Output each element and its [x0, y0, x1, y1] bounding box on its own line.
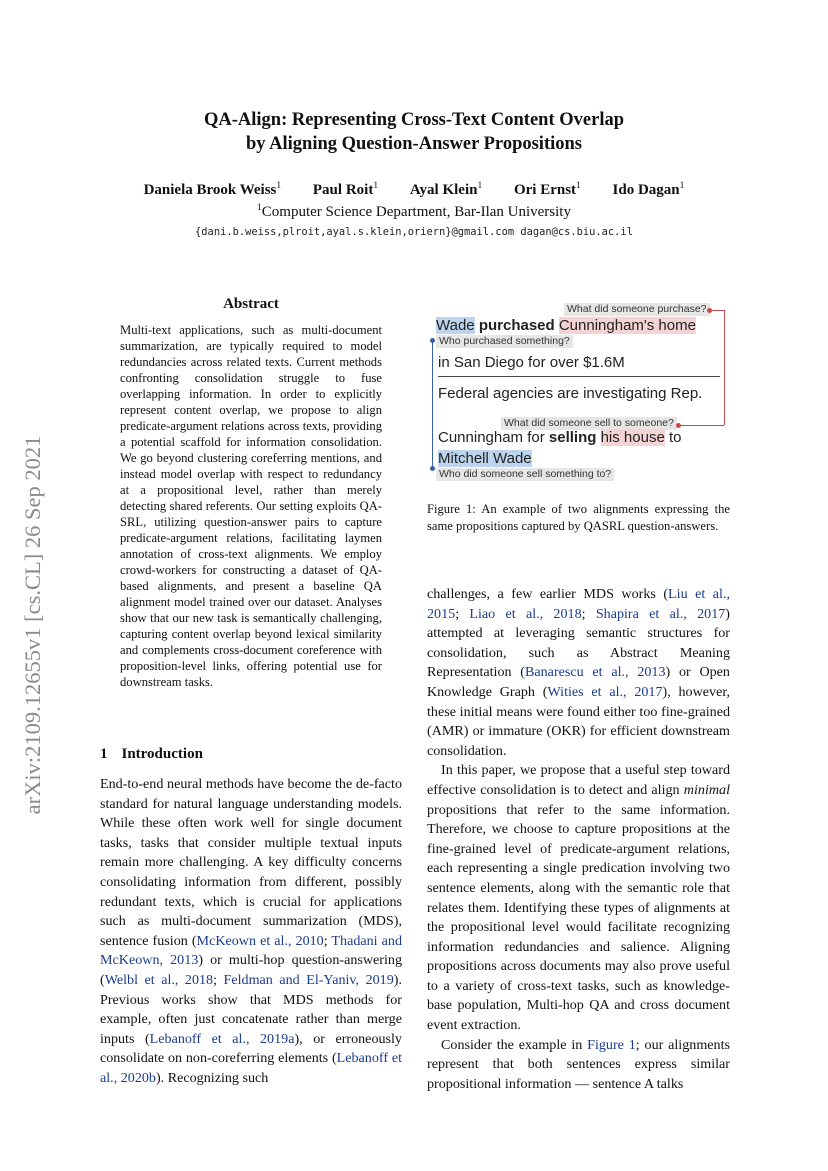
- intro-left-column: [100, 775, 402, 1089]
- sentence-b-line-1: Federal agencies are investigating Rep.: [438, 385, 703, 402]
- alignment-link: [724, 310, 725, 425]
- qa-question-label: What did someone sell to someone?: [501, 417, 677, 430]
- paragraph: Consider the example in Figure 1; our alignments represent that both sentences express similar propositional information — sentence A talks: [427, 1036, 730, 1092]
- qa-question-label: What did someone purchase?: [564, 303, 710, 316]
- paper-title: [0, 108, 828, 156]
- section-heading: 1 Introduction: [100, 746, 203, 762]
- citation-link[interactable]: Shapira et al., 2017: [595, 605, 726, 622]
- alignment-endpoint: [430, 466, 435, 471]
- figure-1: [430, 300, 730, 490]
- title-line-2: by Aligning Question-Answer Propositions: [246, 134, 582, 154]
- alignment-endpoint: [676, 423, 681, 428]
- title-line-1: QA-Align: Representing Cross-Text Content Overlap: [203, 110, 624, 130]
- figure-caption: Figure 1: An example of two alignments expressing the same propositions captured by QASRL question-answers.: [427, 502, 730, 533]
- alignment-link: [680, 425, 724, 426]
- predicate-span: purchased: [478, 317, 555, 334]
- sentence-b-line-2: Cunningham for selling his house to: [438, 429, 682, 446]
- author: Ori Ernst$^1$: [513, 181, 581, 198]
- paragraph: challenges, a few earlier MDS works (Liu et al., 2015; Liao et al., 2018; Shapira et al., 2017) attempted at leveraging semantic structures for consolidation, such as Abstract Meaning Representation (Banarescu et al., 2013) or Open Knowledge Graph (Wities et al., 2017), however, these initial means were found either too fine-grained (AMR) or immature (OKR) for efficient downstream consolidation.: [427, 586, 730, 759]
- citation-link[interactable]: Wities et al., 2017: [547, 683, 663, 700]
- predicate-span: selling: [548, 429, 597, 446]
- argument-span: Mitchell Wade: [438, 450, 532, 467]
- alignment-link: [709, 310, 724, 311]
- citation-link[interactable]: Feldman and El-Yaniv, 2019: [223, 971, 394, 988]
- citation-link[interactable]: Welbl et al., 2018: [104, 971, 214, 988]
- sentence-b-line-3: [438, 450, 532, 467]
- sentence-divider: [438, 376, 720, 377]
- affiliation: $^1$Computer Science Department, Bar-Ilan University: [257, 203, 571, 220]
- abstract-text: Multi-text applications, such as multi-document summarization, are typically required to model redundancies across related texts. Current methods confronting consolidation struggle to fuse overlapping information. In order to explicitly represent content overlap, we propose to align predicate-argument relations across texts, providing a potential scaffold for information consolidation. We go beyond clustering coreferring mentions, and instead model overlap with respect to redundancy at a propositional level, rather than merely detecting shared referents. Our setting exploits QA-SRL, utilizing question-answer pairs to capture predicate-argument relations, facilitating laymen annotation of cross-text alignments. We employ crowd-workers for constructing a dataset of QA-based alignments, and present a baseline QA alignment model trained over our dataset. Analyses show that our new task is semantically challenging, capturing content overlap beyond lexical similarity and complements cross-document coreference with proposition-level links, offering potential use for downstream tasks.: [120, 323, 382, 689]
- sentence-a-line-1: [436, 317, 696, 334]
- abstract-heading: Abstract: [223, 296, 279, 312]
- argument-span: Cunningham's home: [558, 317, 696, 334]
- arxiv-stamp: arXiv:2109.12655v1 [cs.CL] 26 Sep 2021: [20, 435, 45, 815]
- author-emails: {dani.b.weiss,plroit,ayal.s.klein,oriern}@gmail.com dagan@cs.biu.ac.il: [195, 226, 633, 238]
- author: Paul Roit$^1$: [312, 181, 379, 198]
- alignment-link: [432, 340, 433, 468]
- citation-link[interactable]: Banarescu et al., 2013: [524, 664, 666, 681]
- citation-link[interactable]: Thadani and McKeown, 2013: [100, 932, 402, 969]
- citation-link[interactable]: Lebanoff et al., 2020b: [100, 1050, 402, 1086]
- argument-span: Wade: [436, 317, 475, 334]
- paragraph: In this paper, we propose that a useful step toward effective consolidation is to detect and align minimal propositions that refer to the same information. Therefore, we choose to capture propositions at the fine-grained level of predicate-argument relations, each representing a single predication involving two sentence elements, along with the semantic role that relates them. Identifying these types of alignments at the propositional level would facilitate recognizing information redundancies and salience. Aligning propositions across documents may also prove useful to a variety of cross-text tasks, such as knowledge-base population, Multi-hop QA and cross document event extraction.: [427, 762, 730, 1034]
- qa-question-label: Who did someone sell something to?: [436, 468, 614, 481]
- citation-link[interactable]: Liu et al., 2015: [427, 586, 730, 622]
- qa-question-label: Who purchased something?: [436, 335, 573, 348]
- citation-link[interactable]: McKeown et al., 2010: [196, 932, 324, 949]
- author: Ayal Klein$^1$: [409, 181, 483, 198]
- sentence-a-line-2: in San Diego for over $1.6M: [438, 354, 625, 371]
- argument-span: his house: [600, 429, 665, 446]
- author: Ido Dagan$^1$: [612, 181, 685, 198]
- citation-link[interactable]: Liao et al., 2018: [469, 605, 582, 622]
- figure-reference-link[interactable]: Figure 1: [587, 1036, 636, 1053]
- author-list: [0, 181, 828, 199]
- citation-link[interactable]: Lebanoff et al., 2019a: [149, 1030, 295, 1047]
- intro-right-column: [427, 585, 730, 1094]
- paragraph: End-to-end neural methods have become the de-facto standard for natural language understanding models. While these often work well for single document tasks, tasks that consider multiple textual inputs remain more challenging. A key difficulty concerns consolidating information from different, possibly redundant texts, which is crucial for applications such as multi-document summarization (MDS), sentence fusion (McKeown et al., 2010; Thadani and McKeown, 2013) or multi-hop question-answering (Welbl et al., 2018; Feldman and El-Yaniv, 2019). Previous works show that MDS methods for example, often just concatenate rather than merge inputs (Lebanoff et al., 2019a), or erroneously consolidate on non-coreferring elements (Lebanoff et al., 2020b). Recognizing such: [100, 776, 402, 1086]
- author: Daniela Brook Weiss$^1$: [143, 181, 282, 198]
